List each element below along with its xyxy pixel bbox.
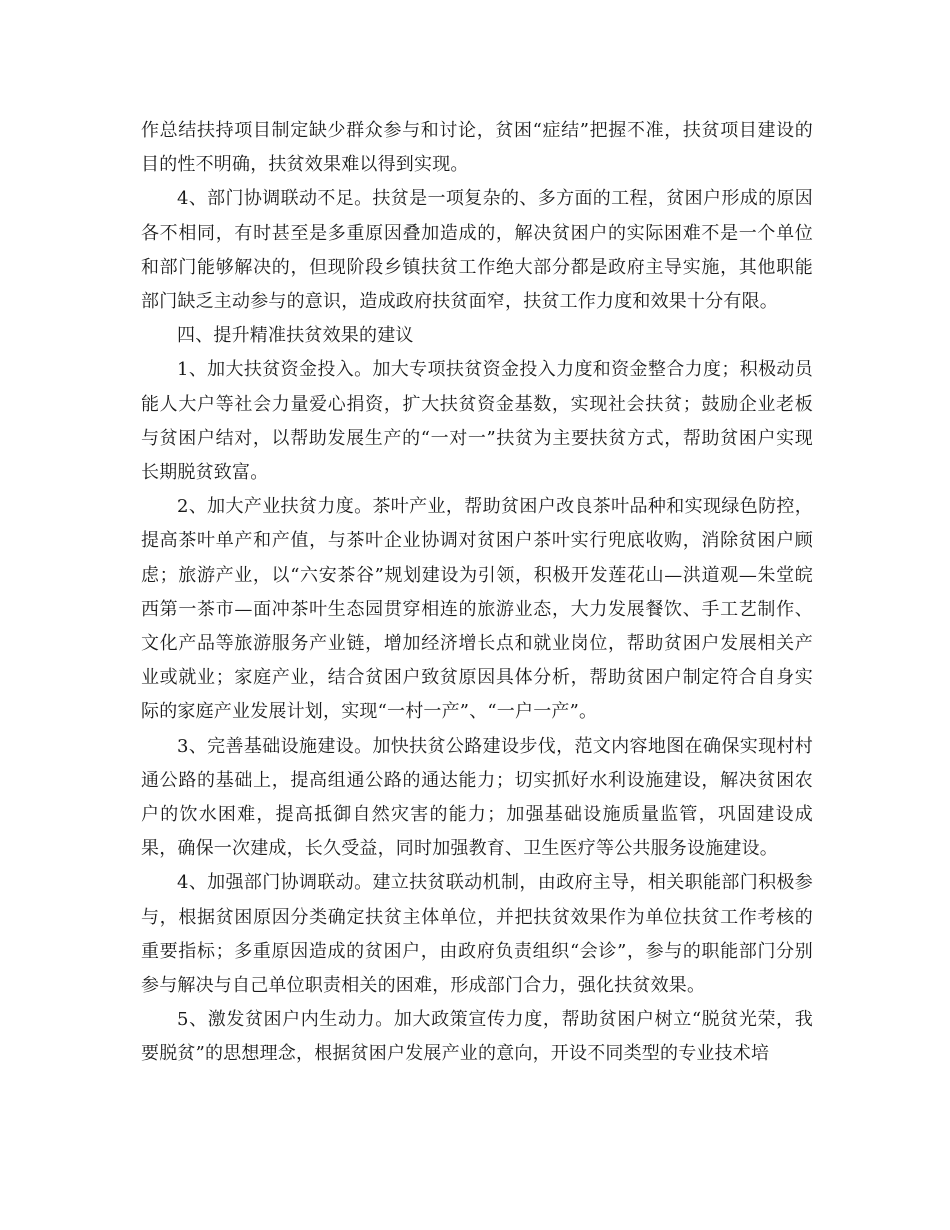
document-body (141, 114, 813, 1072)
paragraph-continuation: 作总结扶持项目制定缺少群众参与和讨论，贫困“症结”把握不准，扶贫项目建设的目的性不明确，扶贫效果难以得到实现。 (141, 120, 813, 176)
section-heading-suggestions: 四、提升精准扶贫效果的建议 (177, 325, 414, 347)
paragraph-dept-coordination-issue: 4、部门协调联动不足。扶贫是一项复杂的、多方面的工程，贫困户形成的原因各不相同，有时甚至是多重原因叠加造成的，解决贫困户的实际困难不是一个单位和部门能够解决的，但现阶段乡镇扶贫工作绝大部分都是政府主导实施，其他职能部门缺乏主动参与的意识，造成政府扶贫面窄，扶贫工作力度和效果十分有限。 (141, 188, 813, 313)
paragraph-infrastructure: 3、完善基础设施建设。加快扶贫公路建设步伐，范文内容地图在确保实现村村通公路的基础上，提高组通公路的通达能力；切实抓好水利设施建设，解决贫困农户的饮水困难，提高抵御自然灾害的能力；加强基础设施质量监管，巩固建设成果，确保一次建成，长久受益，同时加强教育、卫生医疗等公共服务设施建设。 (141, 735, 813, 860)
paragraph-dept-coordination: 4、加强部门协调联动。建立扶贫联动机制，由政府主导，相关职能部门积极参与，根据贫困原因分类确定扶贫主体单位，并把扶贫效果作为单位扶贫工作考核的重要指标；多重原因造成的贫困户，由政府负责组织“会诊”，参与的职能部门分别参与解决与自己单位职责相关的困难，形成部门合力，强化扶贫效果。 (141, 872, 813, 997)
paragraph-industry: 2、加大产业扶贫力度。茶叶产业，帮助贫困户改良茶叶品种和实现绿色防控，提高茶叶单产和产值，与茶叶企业协调对贫困户茶叶实行兜底收购，消除贫困户顾虑；旅游产业，以“六安茶谷”规划建设为引领，积极开发莲花山—洪道观—朱堂皖西第一茶市—面冲茶叶生态园贯穿相连的旅游业态，大力发展餐饮、手工艺制作、文化产品等旅游服务产业链，增加经济增长点和就业岗位，帮助贫困户发展相关产业或就业；家庭产业，结合贫困户致贫原因具体分析，帮助贫困户制定符合自身实际的家庭产业发展计划，实现“一村一产”、“一户一产”。 (141, 496, 813, 723)
paragraph-funding: 1、加大扶贫资金投入。加大专项扶贫资金投入力度和资金整合力度；积极动员能人大户等社会力量爱心捐资，扩大扶贫资金基数，实现社会扶贫；鼓励企业老板与贫困户结对，以帮助发展生产的“一对一”扶贫为主要扶贫方式，帮助贫困户实现长期脱贫致富。 (141, 359, 813, 484)
paragraph-motivation: 5、激发贫困户内生动力。加大政策宣传力度，帮助贫困户树立“脱贫光荣，我要脱贫”的思想理念，根据贫困户发展产业的意向，开设不同类型的专业技术培 (141, 1009, 813, 1065)
